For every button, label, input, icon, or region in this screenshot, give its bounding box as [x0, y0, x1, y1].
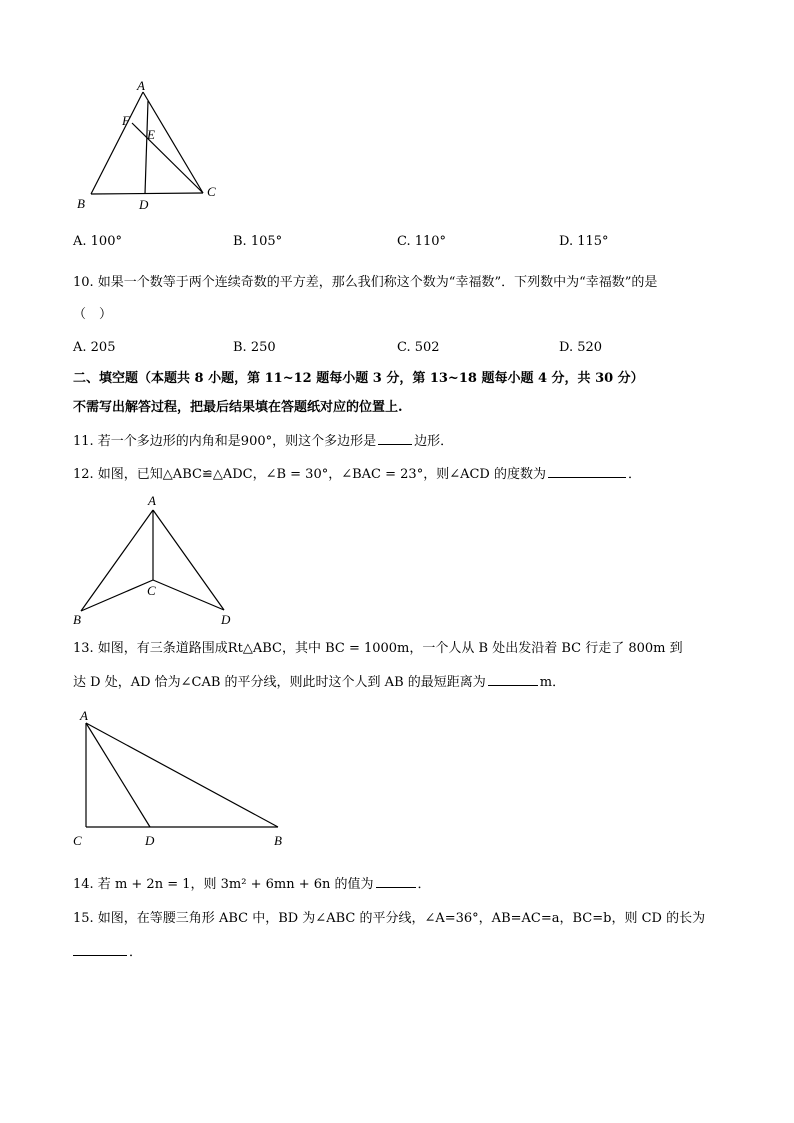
- q14-post: ．: [417, 877, 431, 892]
- q9-option-d: D. 115°: [559, 234, 609, 249]
- q11-pre: 11. 若一个多边形的内角和是900°，则这个多边形是: [73, 434, 377, 449]
- q10-option-a: A. 205: [73, 340, 116, 355]
- figure-q9: [70, 75, 230, 215]
- q10-option-c: C. 502: [397, 340, 440, 355]
- q11-text: [73, 430, 453, 452]
- q12-pre: 12. 如图，已知△ABC≌△ADC，∠B = 30°，∠BAC = 23°，则∠ACD 的度数为: [73, 467, 546, 482]
- label-F: F: [122, 113, 130, 128]
- label-E: E: [147, 127, 155, 142]
- q13-line2-pre: 达 D 处，AD 恰为∠CAB 的平分线，则此时这个人到 AB 的最短距离为: [73, 675, 486, 690]
- segment-BC: [91, 193, 203, 194]
- q9-option-c: C. 110°: [397, 234, 447, 249]
- label-A: A: [80, 708, 88, 723]
- label-D: D: [145, 833, 155, 848]
- q11-answer-blank[interactable]: [378, 430, 412, 445]
- label-A: A: [137, 78, 145, 93]
- q9-option-a: A. 100°: [73, 234, 122, 249]
- q13-line2-post: m．: [539, 675, 566, 690]
- q15-line2: [73, 941, 142, 963]
- q11-post: 边形．: [414, 434, 454, 449]
- q13-line2: [73, 671, 565, 693]
- section2-title: 二、填空题（本题共 8 小题，第 11~12 题每小题 3 分，第 13~18 题每小题 4 分，共 30 分）: [73, 371, 644, 386]
- q12-text: [73, 463, 641, 485]
- q10-paren: （ ）: [73, 307, 113, 322]
- label-B: B: [77, 196, 85, 211]
- q10-option-d: D. 520: [559, 340, 603, 355]
- segment-AD: [145, 101, 148, 194]
- figure-q12: [68, 490, 248, 630]
- q13-answer-blank[interactable]: [488, 671, 538, 686]
- q10-option-b: B. 250: [233, 340, 276, 355]
- section2-note: 不需写出解答过程，把最后结果填在答题纸对应的位置上.: [73, 400, 403, 415]
- label-B: B: [73, 612, 81, 627]
- q13-line1: 13. 如图，有三条道路围成Rt△ABC，其中 BC = 1000m，一个人从 B 处出发沿着 BC 行走了 800m 到: [73, 641, 683, 656]
- q15-line1: 15. 如图，在等腰三角形 ABC 中，BD 为∠ABC 的平分线，∠A=36°，AB=AC=a，BC=b，则 CD 的长为: [73, 911, 706, 926]
- q12-answer-blank[interactable]: [548, 463, 626, 478]
- figure-q13: [68, 700, 298, 855]
- q14-pre: 14. 若 m + 2n = 1，则 3m² + 6mn + 6n 的值为: [73, 877, 374, 892]
- q10-text: 10. 如果一个数等于两个连续奇数的平方差，那么我们称这个数为“幸福数”．下列数中为“幸福数”的是: [73, 275, 658, 290]
- q9-option-b: B. 105°: [233, 234, 283, 249]
- q14-text: [73, 873, 431, 895]
- segment-AB: [86, 723, 278, 827]
- segment-AD: [86, 723, 150, 827]
- segment-AB: [91, 92, 143, 194]
- q14-answer-blank[interactable]: [376, 873, 416, 888]
- label-B: B: [274, 833, 282, 848]
- label-C: C: [147, 583, 156, 598]
- label-C: C: [207, 184, 216, 199]
- label-A: A: [148, 493, 156, 508]
- q12-post: ．: [628, 467, 642, 482]
- label-D: D: [221, 612, 231, 627]
- label-C: C: [73, 833, 82, 848]
- q15-post: ．: [129, 945, 143, 960]
- q15-answer-blank[interactable]: [73, 941, 127, 956]
- label-D: D: [139, 197, 149, 212]
